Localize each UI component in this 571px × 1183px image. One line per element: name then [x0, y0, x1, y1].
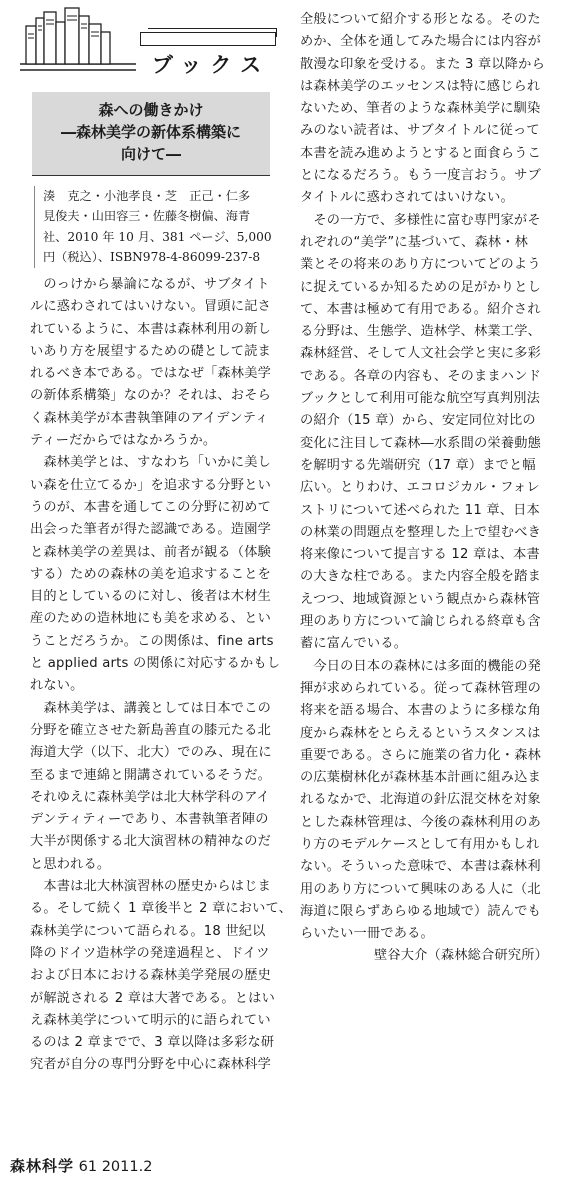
body-text-line: 本書を読み進めようとすると面食らうこ: [300, 145, 541, 161]
body-text-line: 産のための造林地にも美を求める、とい: [30, 611, 271, 627]
body-text-line: を解明する先端研究（17 章）までと幅: [300, 457, 536, 473]
book-title-line: ―森林美学の新体系構築に: [60, 123, 241, 141]
body-text-line: 究者が自分の専門分野を中心に森林科学: [30, 1057, 271, 1073]
body-text-line: みのない読者は、サブタイトルに従って: [300, 123, 540, 139]
body-text-line: れぞれの“美学”に基づいて、森林・林: [300, 234, 528, 250]
body-text-line: 森林経営、そして人文社会学と実に多彩: [300, 346, 541, 362]
body-text-line: えつつ、地域資源という観点から森林管: [300, 591, 541, 607]
body-text-line: は森林美学のエッセンスは特に感じられ: [300, 78, 541, 94]
body-text-line: 降のドイツ造林学の発達過程と、ドイツ: [30, 945, 270, 961]
body-text-line: 用のあり方について興味のある人に（北: [300, 881, 541, 897]
body-text-line: 至るまで連綿と開講されているそうだ。: [30, 767, 271, 783]
body-text-line: ティーだからではなかろうか。: [30, 433, 217, 449]
header-frame: [140, 32, 276, 46]
body-text-line: の林業の問題点を整理した上で望むべき: [300, 524, 541, 540]
bookshelf-icon: [18, 4, 138, 74]
body-text-line: 将来像について提言する 12 章は、本書: [300, 547, 540, 563]
body-text-line: うことだろうか。この関係は、fine arts: [30, 633, 274, 649]
body-text-line: れるべき本である。ではなぜ「森林美学: [30, 366, 271, 382]
body-text-line: え森林美学について明示的に語られてい: [30, 1012, 271, 1028]
body-text-line: らいたい一冊である。: [300, 926, 434, 942]
biblio-line: 円（税込）、ISBN978-4-86099-237-8: [43, 250, 261, 265]
body-text-line: の紹介（15 章）から、安定同位対比の: [300, 413, 536, 429]
body-text-line: いあり方を展望するための礎として読ま: [30, 343, 271, 359]
body-text-line: が解説される 2 章は大著である。とはい: [30, 990, 275, 1006]
review-body-left-column: [30, 274, 293, 1077]
page-footer: [10, 1155, 152, 1179]
body-text-line: デンティティーであり、本書執筆者陣の: [30, 812, 269, 828]
body-text-line: 将来を語る場合、本書のように多様な角: [300, 703, 541, 719]
body-text-line: 業とその将来のあり方についてどのよう: [300, 257, 541, 273]
body-text-line: 理のあり方について論じられる終章も含: [300, 614, 541, 630]
body-text-line: 度から森林をとらえるというスタンスは: [300, 725, 541, 741]
body-text-line: 揮が求められている。従って森林管理の: [300, 680, 541, 696]
bibliographic-info: [34, 186, 278, 268]
body-text-line: れているように、本書は森林利用の新し: [30, 321, 271, 337]
body-text-line: て、本書は極めて有用である。紹介され: [300, 301, 541, 317]
body-text-line: の新体系構築」なのか？それは、おそら: [30, 388, 271, 404]
biblio-line: 湊 克之・小池孝良・芝 正己・仁多: [43, 189, 251, 203]
body-text-line: 本書は北大林演習林の歴史からはじま: [30, 879, 271, 895]
body-text-line: れるなかで、北海道の針広混交林を対象: [300, 792, 541, 808]
book-title: [32, 92, 270, 176]
body-text-line: り方のモデルケースとして有用かもしれ: [300, 836, 540, 852]
body-text-line: に捉えているか知るための足がかりとし: [300, 279, 541, 295]
body-text-line: と思われる。: [30, 856, 111, 872]
body-text-line: 海道に限らずあらゆる地域で）読んでも: [300, 903, 541, 919]
body-text-line: うのが、本書を通してこの分野に初めて: [30, 499, 271, 515]
body-text-line: 蓄に富んでいる。: [300, 636, 408, 652]
body-text-line: と applied arts の関係に対応するかもし: [30, 656, 281, 672]
body-text-line: 出会った筆者が得た認識である。造園学: [30, 522, 271, 538]
body-text-line: る。そして続く 1 章後半と 2 章において、: [30, 901, 293, 917]
review-body-right-column: [300, 9, 552, 968]
body-text-line: るのは 2 章までで、3 章以降は多彩な研: [30, 1035, 275, 1051]
section-label: ブックス: [151, 53, 271, 77]
body-text-line: ないため、筆者のような森林美学に馴染: [300, 101, 541, 117]
body-text-line: 大半が関係する北大演習林の精神なのだ: [30, 834, 271, 850]
biblio-line: 見俊夫・山田容三・佐藤冬樹偏、海青: [43, 209, 251, 224]
body-text-line: と森林美学の差異は、前者が観る（体験: [30, 544, 271, 560]
body-text-line: である。各章の内容も、そのままハンド: [300, 368, 541, 384]
body-text-line: 散漫な印象を受ける。また 3 章以降から: [300, 56, 545, 72]
journal-name: 森林科学: [10, 1157, 75, 1175]
body-text-line: タイトルに惑わされてはいけない。: [300, 190, 514, 206]
body-text-line: とになるだろう。もう一度言おう。サブ: [300, 168, 541, 184]
body-text-line: 森林美学とは、すなわち「いかに美し: [30, 455, 271, 471]
body-text-line: めか、全体を通してみた場合には内容が: [300, 34, 541, 50]
body-text-line: 重要である。さらに施業の省力化・森林: [300, 747, 541, 763]
reviewer-signature: 壁谷大介（森林総合研究所）: [373, 948, 548, 964]
body-text-line: 森林美学について語られる。18 世紀以: [30, 923, 266, 939]
body-text-line: ルに惑わされてはいけない。冒頭に記さ: [30, 299, 271, 315]
body-text-line: とした森林管理は、今後の森林利用のあ: [300, 814, 541, 830]
body-text-line: のっけから暴論になるが、サブタイト: [30, 277, 270, 292]
body-text-line: 森林美学は、講義としては日本でこの: [30, 700, 271, 716]
body-text-line: ない。そういった意味で、本書は森林利: [300, 859, 541, 875]
body-text-line: ブックとして利用可能な航空写真判別法: [300, 391, 541, 407]
body-text-line: く森林美学が本書執筆陣のアイデンティ: [30, 410, 269, 426]
body-text-line: その一方で、多様性に富む専門家がそ: [300, 212, 541, 228]
body-text-line: る分野は、生態学、造林学、林業工学、: [300, 324, 541, 340]
body-text-line: 全般について紹介する形となる。そのた: [300, 12, 541, 27]
body-text-line: い森を仕立てるか」を追求する分野とい: [30, 477, 271, 493]
body-text-line: 海道大学（以下、北大）でのみ、現在に: [30, 745, 272, 761]
book-title-line: 森への働きかけ: [98, 101, 204, 119]
body-text-line: 広い。とりわけ、エコロジカル・フォレ: [300, 480, 540, 496]
body-text-line: の大きな柱である。また内容全般を踏ま: [300, 569, 541, 585]
body-text-line: れない。: [30, 678, 84, 694]
issue-date: 2011.2: [101, 1159, 153, 1175]
body-text-line: 目的としているのに対し、後者は木材生: [30, 589, 271, 605]
body-text-line: 変化に注目して森林―水系間の栄養動態: [300, 435, 541, 451]
body-text-line: ストリについて述べられた 11 章、日本: [300, 502, 540, 518]
body-text-line: 今日の日本の森林には多面的機能の発: [300, 658, 541, 674]
page-number: 61: [78, 1159, 98, 1175]
body-text-line: の広葉樹林化が森林基本計画に組み込ま: [300, 770, 541, 786]
body-text-line: する）ための森林の美を追求することを: [30, 566, 271, 582]
body-text-line: 分野を確立させた新島善直の膝元たる北: [30, 722, 271, 738]
body-text-line: および日本における森林美学発展の歴史: [30, 968, 271, 984]
book-title-line: 向けて―: [120, 145, 181, 163]
biblio-line: 社、2010 年 10 月、381 ページ、5,000: [43, 229, 272, 244]
body-text-line: それゆえに森林美学は北大林学科のアイ: [30, 789, 270, 805]
